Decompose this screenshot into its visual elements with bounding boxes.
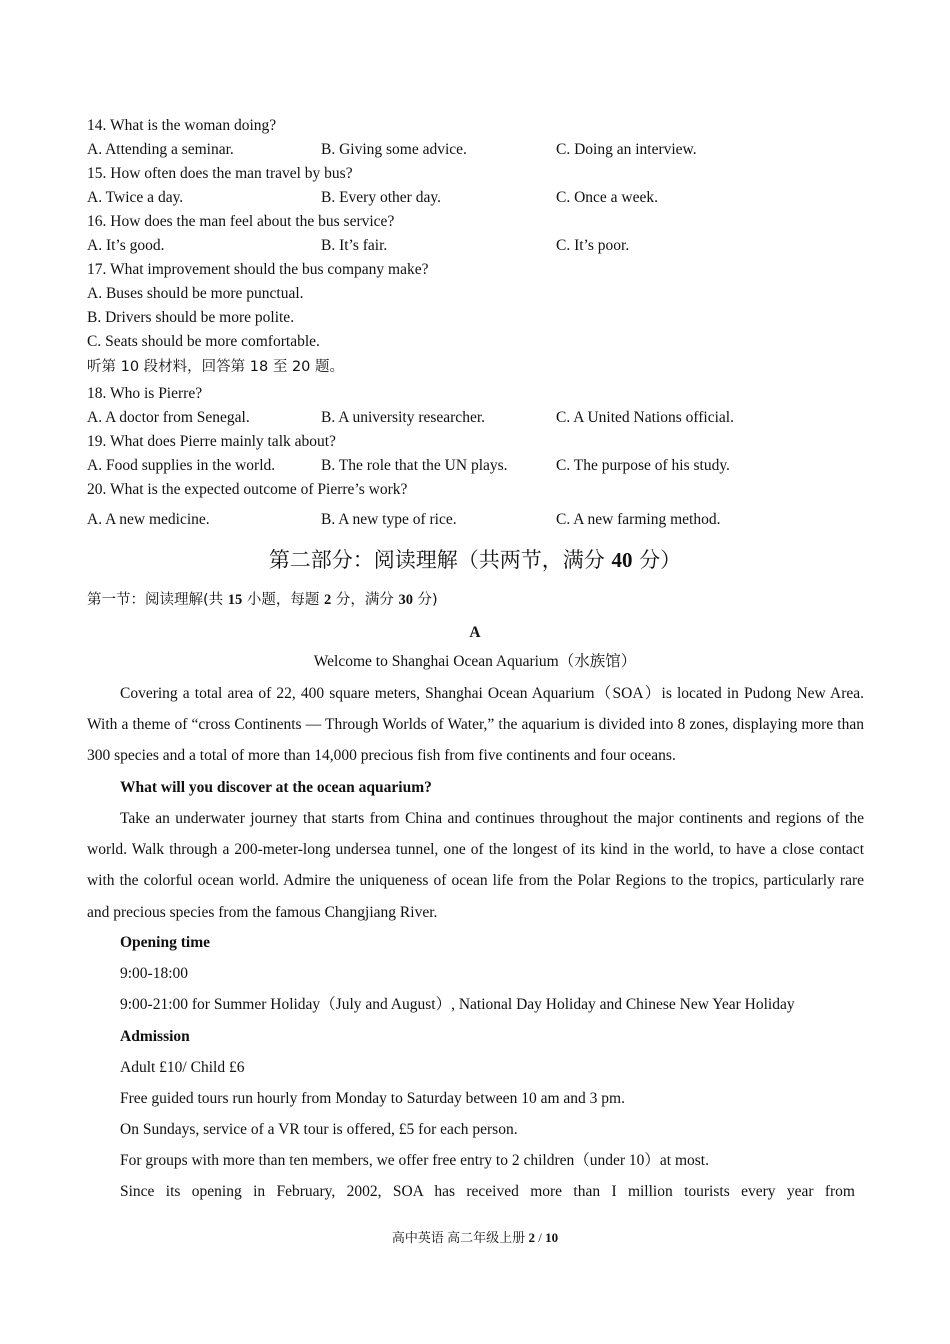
question-18: 18. Who is Pierre?: [87, 385, 203, 402]
footer-separator: /: [534, 1230, 546, 1245]
q18-option-c: C. A United Nations official.: [556, 409, 734, 426]
opening-time-regular: 9:00-18:00: [120, 965, 189, 982]
q15-option-b: B. Every other day.: [321, 189, 441, 206]
q14-option-c: C. Doing an interview.: [556, 141, 697, 158]
section-one-text-4: 分): [412, 592, 438, 608]
q16-option-b: B. It’s fair.: [321, 237, 388, 254]
question-16: 16. How does the man feel about the bus service?: [87, 213, 395, 230]
q17-option-b: B. Drivers should be more polite.: [87, 309, 295, 326]
q16-option-a: A. It’s good.: [87, 237, 165, 254]
passage-paragraph-1: Covering a total area of 22, 400 square meters, Shanghai Ocean Aquarium（SOA）is located in Pudong New Area. With a theme of “cross Continents — Through Worlds of Water,” the aquarium is divided into 8 zones, displaying more than 300 species and a total of more than 14,000 precious fish from five continents and four oceans.: [87, 685, 864, 765]
q14-option-b: B. Giving some advice.: [321, 141, 467, 158]
section-one-text-2: 小题，每题: [242, 592, 324, 608]
passage-subheading-admission: Admission: [120, 1028, 190, 1045]
question-15: 15. How often does the man travel by bus?: [87, 165, 353, 182]
since-opening-line: Since its opening in February, 2002, SOA has received more than I million tourists every year from: [120, 1183, 855, 1200]
passage-subheading-opening-time: Opening time: [120, 934, 210, 951]
passage-label: A: [469, 624, 481, 641]
q15-option-a: A. Twice a day.: [87, 189, 184, 206]
q19-option-c: C. The purpose of his study.: [556, 457, 730, 474]
opening-time-holiday: 9:00-21:00 for Summer Holiday（July and August）, National Day Holiday and Chinese New Year Holiday: [120, 996, 795, 1013]
question-14: 14. What is the woman doing?: [87, 117, 277, 134]
passage-subheading-discover: What will you discover at the ocean aquarium?: [120, 779, 432, 796]
q15-option-c: C. Once a week.: [556, 189, 658, 206]
section-one-count: 15: [227, 592, 243, 608]
group-entry-info: For groups with more than ten members, we offer free entry to 2 children（under 10）at most.: [120, 1152, 709, 1169]
passage-title: Welcome to Shanghai Ocean Aquarium（水族馆）: [313, 653, 637, 670]
q17-option-c: C. Seats should be more comfortable.: [87, 333, 320, 350]
q18-option-b: B. A university researcher.: [321, 409, 485, 426]
section-one-text-1: 第一节：阅读理解(共: [87, 592, 228, 608]
q20-option-a: A. A new medicine.: [87, 511, 210, 528]
q19-option-b: B. The role that the UN plays.: [321, 457, 508, 474]
q17-option-a: A. Buses should be more punctual.: [87, 285, 304, 302]
admission-price: Adult £10/ Child £6: [120, 1059, 245, 1076]
question-20: 20. What is the expected outcome of Pierre’s work?: [87, 481, 408, 498]
part-two-score: 40: [611, 548, 633, 572]
footer-course: 高中英语 高二年级上册: [391, 1230, 529, 1245]
question-19: 19. What does Pierre mainly talk about?: [87, 433, 336, 450]
q14-option-a: A. Attending a seminar.: [87, 141, 234, 158]
passage-paragraph-2: Take an underwater journey that starts from China and continues throughout the major continents and regions of the world. Walk through a 200-meter-long undersea tunnel, one of the longest of its kind in the world, to have a close contact with the colorful ocean world. Admire the uniqueness of ocean life from the Polar Regions to the tropics, particularly rare and precious species from the famous Changjiang River.: [87, 810, 864, 921]
q20-option-c: C. A new farming method.: [556, 511, 721, 528]
q18-option-a: A. A doctor from Senegal.: [87, 409, 250, 426]
section-one-total-score: 30: [398, 592, 413, 608]
q16-option-c: C. It’s poor.: [556, 237, 630, 254]
guided-tours-info: Free guided tours run hourly from Monday to Saturday between 10 am and 3 pm.: [120, 1090, 625, 1107]
vr-tour-info: On Sundays, service of a VR tour is offered, £5 for each person.: [120, 1121, 518, 1138]
question-17: 17. What improvement should the bus company make?: [87, 261, 429, 278]
page-footer: [0, 1229, 950, 1247]
q20-option-b: B. A new type of rice.: [321, 511, 457, 528]
footer-page-number: 2: [528, 1230, 535, 1245]
footer-page-total: 10: [545, 1230, 559, 1245]
part-two-heading-end: 分）: [632, 548, 682, 572]
section-one-heading: [87, 590, 438, 610]
part-two-heading-text: 第二部分：阅读理解（共两节，满分: [268, 548, 612, 572]
section-one-per-score: 2: [323, 592, 332, 608]
listening-instruction-10: 听第 10 段材料，回答第 18 至 20 题。: [87, 359, 345, 375]
q19-option-a: A. Food supplies in the world.: [87, 457, 276, 474]
part-two-heading: [0, 546, 950, 574]
section-one-text-3: 分，满分: [331, 592, 399, 608]
